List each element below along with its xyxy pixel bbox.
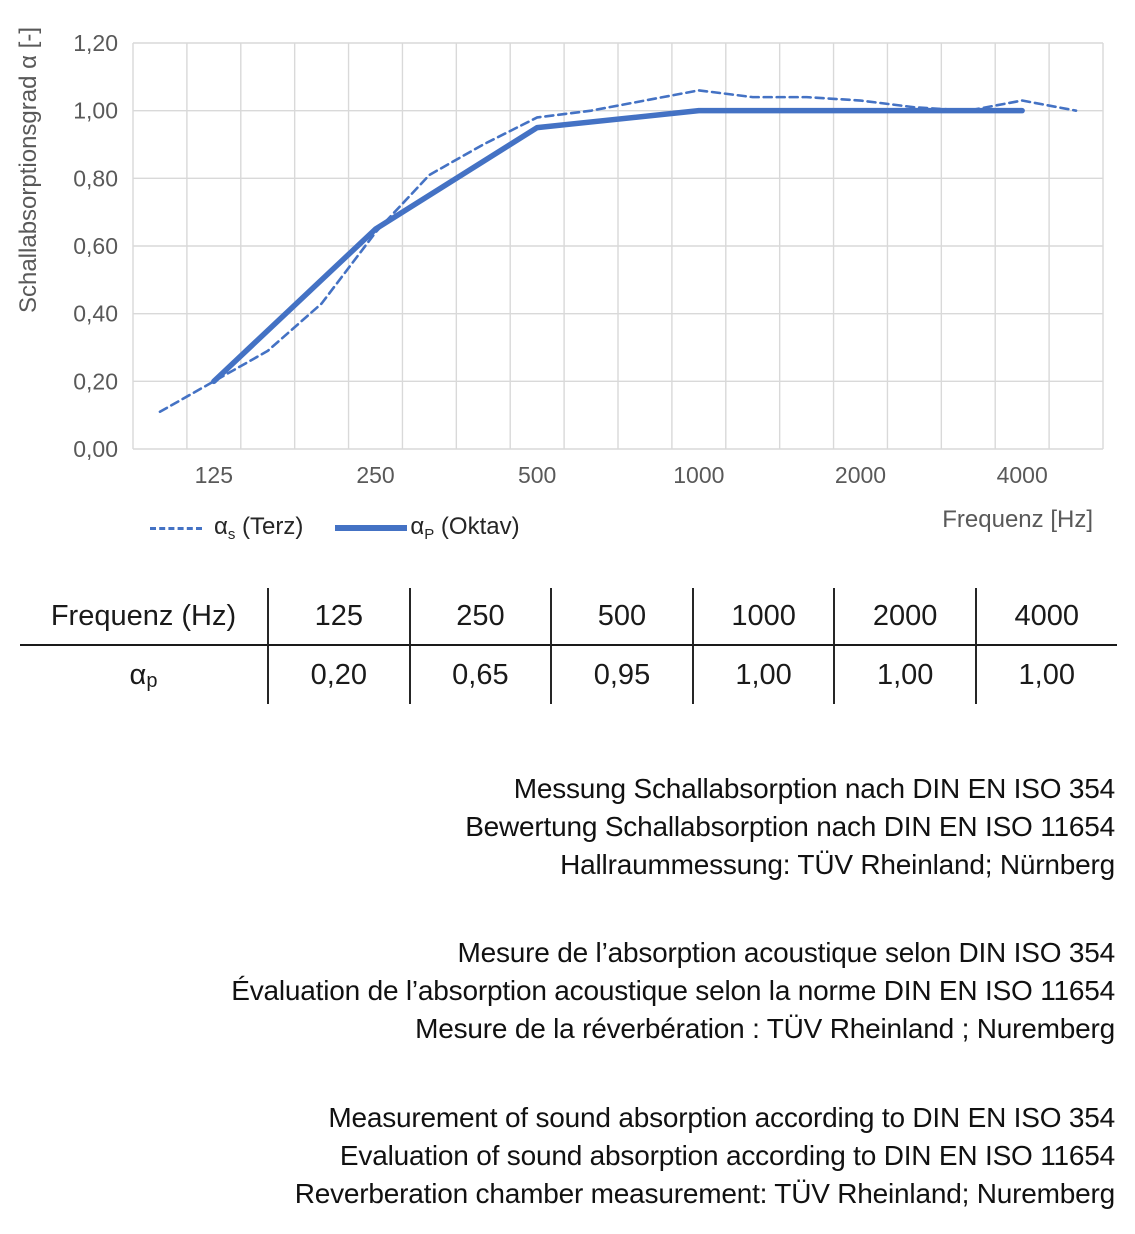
legend-solid-line-sample <box>335 525 407 531</box>
x-tick-label: 125 <box>194 462 234 488</box>
legend-item-oktav <box>335 513 519 543</box>
y-tick-label: 1,20 <box>73 30 118 56</box>
y-tick-label: 1,00 <box>73 97 118 124</box>
table-header-freq-125: 125 <box>267 588 409 646</box>
legend-terz-text: (Terz) <box>235 513 304 540</box>
legend-item-terz <box>150 513 303 543</box>
table-value-2000: 1,00 <box>833 646 975 704</box>
x-tick-label: 1000 <box>673 462 725 488</box>
legend-oktav-subscript: P <box>424 526 435 543</box>
table-header-freq-1000: 1000 <box>692 588 834 646</box>
table-header-freq-4000: 4000 <box>975 588 1117 646</box>
text-block-french <box>0 934 1115 1048</box>
y-tick-label: 0,60 <box>73 233 118 259</box>
table-header-freq-2000: 2000 <box>833 588 975 646</box>
french-line-1: Mesure de l’absorption acoustique selon DIN ISO 354 <box>457 937 1115 968</box>
absorption-table <box>20 588 1117 704</box>
legend-label-oktav <box>410 513 519 543</box>
table-value-125: 0,20 <box>267 646 409 704</box>
legend-oktav-symbol: α <box>410 513 425 540</box>
table-value-4000: 1,00 <box>975 646 1117 704</box>
text-block-english <box>0 1099 1115 1213</box>
alpha-symbol: α <box>129 658 147 691</box>
y-tick-label: 0,00 <box>73 436 118 462</box>
y-tick-label: 0,40 <box>73 300 118 327</box>
french-line-3: Mesure de la réverbération : TÜV Rheinland ; Nuremberg <box>415 1013 1115 1044</box>
table-row-label-alpha-p <box>20 646 267 704</box>
english-line-2: Evaluation of sound absorption according to DIN EN ISO 11654 <box>339 1140 1115 1171</box>
german-line-1: Messung Schallabsorption nach DIN EN ISO 354 <box>513 773 1115 804</box>
legend-oktav-text: (Oktav) <box>434 513 520 540</box>
y-axis-title: Schallabsorptionsgrad α [-] <box>15 26 42 314</box>
english-line-1: Measurement of sound absorption according to DIN EN ISO 354 <box>328 1102 1115 1133</box>
alpha-subscript-p: p <box>146 669 158 692</box>
table-value-500: 0,95 <box>550 646 692 704</box>
x-tick-label: 4000 <box>996 462 1048 488</box>
legend-label-terz <box>214 513 303 543</box>
y-tick-labels <box>73 30 118 462</box>
legend-dashed-line-sample <box>150 527 202 530</box>
y-tick-label: 0,80 <box>73 165 118 192</box>
legend-terz-symbol: α <box>214 513 228 540</box>
english-line-3: Reverberation chamber measurement: TÜV Rheinland; Nuremberg <box>294 1178 1115 1209</box>
table-header-freq-250: 250 <box>409 588 551 646</box>
absorption-chart <box>0 0 1135 500</box>
table-value-1000: 1,00 <box>692 646 834 704</box>
french-line-2: Évaluation de l’absorption acoustique selon la norme DIN EN ISO 11654 <box>231 975 1115 1006</box>
x-axis-title: Frequenz [Hz] <box>942 506 1093 533</box>
x-tick-label: 2000 <box>834 462 887 488</box>
text-block-german <box>0 770 1115 884</box>
legend-terz-subscript: s <box>227 526 236 543</box>
german-line-3: Hallraummessung: TÜV Rheinland; Nürnberg <box>560 849 1115 880</box>
table-header-frequency: Frequenz (Hz) <box>20 588 267 646</box>
x-tick-labels <box>195 462 1048 488</box>
x-tick-label: 500 <box>517 462 557 488</box>
y-tick-label: 0,20 <box>73 368 118 395</box>
table-value-250: 0,65 <box>409 646 551 704</box>
table-header-freq-500: 500 <box>550 588 692 646</box>
x-tick-label: 250 <box>356 462 395 488</box>
chart-legend <box>150 511 520 545</box>
german-line-2: Bewertung Schallabsorption nach DIN EN ISO 11654 <box>465 811 1115 842</box>
